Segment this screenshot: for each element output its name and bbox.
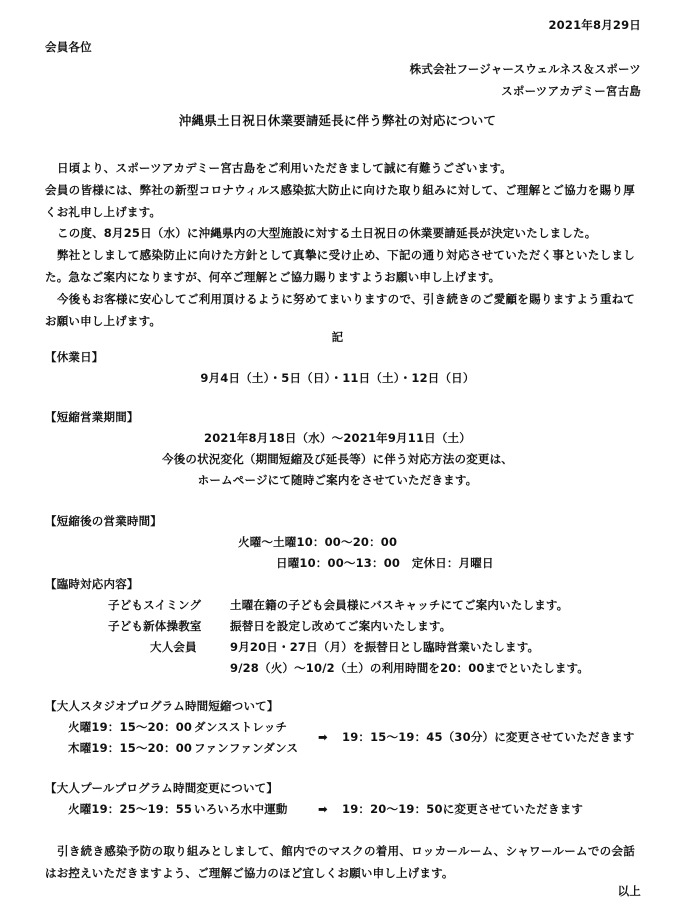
pool-time: 火曜19：25～19：55 xyxy=(68,802,193,816)
short-period-heading: 【短縮営業期間】 xyxy=(45,410,139,424)
temporary-heading: 【臨時対応内容】 xyxy=(45,577,139,591)
studio-program: ファンファンダンス xyxy=(194,741,299,755)
pool-program: いろいろ水中運動 xyxy=(194,802,288,816)
body-paragraph: 弊社としまして感染防止に向けた方針として真摯に受け止め、下記の通り対応させていただく事といたしました。急なご案内になりますが、何卒ご理解とご協力賜りますようお願い申し上げます。 xyxy=(45,248,635,284)
body-paragraph: 今後もお客様に安心してご利用頂けるように努めてまいりますので、引き続きのご愛顧を賜りますよう重ねてお願い申し上げます。 xyxy=(45,291,635,328)
hours-sunday: 日曜10：00～13：00 定休日：月曜日 xyxy=(276,556,494,570)
facility-name: スポーツアカデミー宮古島 xyxy=(501,84,641,98)
hours-heading: 【短縮後の営業時間】 xyxy=(45,514,162,528)
closing-text: 引き続き感染予防の取り組みとしまして、館内でのマスクの着用、ロッカールーム、シャワールームでの会話はお控えいただきますよう、ご理解ご協力のほど宜しくお願い申し上げます。 xyxy=(45,844,635,880)
studio-time: 火曜19：15～20：00 xyxy=(68,720,193,734)
temporary-text: 土曜在籍の子ども会員様にバスキャッチにてご案内いたします。 xyxy=(230,598,569,612)
pool-heading: 【大人プールプログラム時間変更について】 xyxy=(45,781,279,795)
body-paragraph: この度、8月25日（水）に沖縄県内の大型施設に対する土日祝日の休業要請延長が決定いたしました。 xyxy=(57,226,597,241)
temporary-label: 子ども新体操教室 xyxy=(108,619,202,633)
document-date: 2021年8月29日 xyxy=(548,18,641,32)
temporary-extra: 9/28（火）～10/2（土）の利用時間を20：00までといたします。 xyxy=(230,661,589,675)
short-period-note: ホームページにて随時ご案内をさせていただきます。 xyxy=(197,473,478,487)
recipient: 会員各位 xyxy=(45,40,92,54)
temporary-text: 振替日を設定し改めてご案内いたします。 xyxy=(230,619,452,633)
end-mark: 以上 xyxy=(617,884,641,898)
temporary-text: 9月20日・27日（月）を振替日とし臨時営業いたします。 xyxy=(230,640,540,654)
closed-days-heading: 【休業日】 xyxy=(45,350,104,364)
ki-mark: 記 xyxy=(331,330,344,344)
short-period-note: 今後の状況変化（期間短縮及び延長等）に伴う対応方法の変更は、 xyxy=(162,452,513,466)
short-period-range: 2021年8月18日（水）～2021年9月11日（土） xyxy=(204,431,471,445)
closed-days-dates: 9月4日（土）・5日（日）・11日（土）・12日（日） xyxy=(200,371,475,385)
body-text xyxy=(45,158,635,332)
right-arrow-icon: ➡ xyxy=(318,730,328,744)
studio-change: 19：15～19：45（30分）に変更させていただきます xyxy=(342,730,635,744)
body-paragraph: 会員の皆様には、弊社の新型コロナウィルス感染拡大防止に向けた取り組みに対して、ご理解とご協力を賜り厚くお礼申し上げます。 xyxy=(45,182,635,219)
studio-time: 木曜19：15～20：00 xyxy=(68,741,193,755)
hours-weekday: 火曜～土曜10：00～20：00 xyxy=(238,535,398,549)
pool-change: 19：20～19：50に変更させていただきます xyxy=(342,802,584,816)
body-paragraph: 日頃より、スポーツアカデミー宮古島をご利用いただきまして誠に有難うございます。 xyxy=(57,161,512,175)
temporary-label: 大人会員 xyxy=(150,640,197,654)
studio-heading: 【大人スタジオプログラム時間短縮ついて】 xyxy=(45,699,279,713)
temporary-label: 子どもスイミング xyxy=(108,598,202,612)
studio-program: ダンスストレッチ xyxy=(194,720,288,734)
document-title: 沖縄県土日祝日休業要請延長に伴う弊社の対応について xyxy=(178,113,497,128)
company-name: 株式会社フージャースウェルネス＆スポーツ xyxy=(409,62,641,76)
right-arrow-icon: ➡ xyxy=(318,802,328,816)
